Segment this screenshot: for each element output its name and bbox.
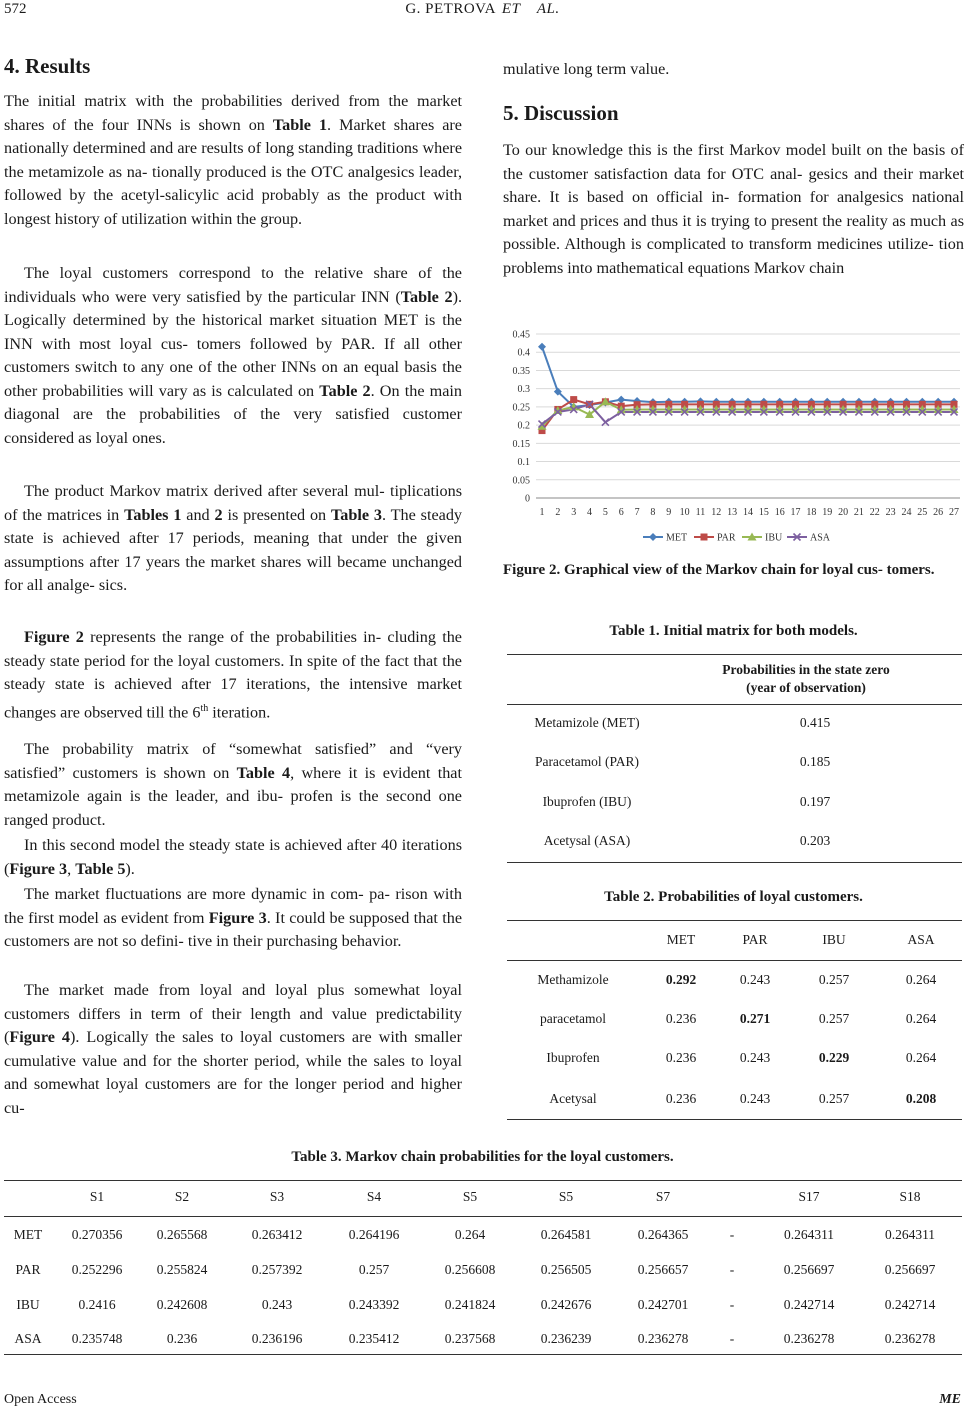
table-2-column-header: PAR — [742, 932, 768, 947]
table-3-row-label: IBU — [16, 1297, 40, 1312]
table-3-cell: 0.235412 — [348, 1331, 400, 1346]
table-2-cell: 0.264 — [905, 1050, 937, 1065]
x-tick-label: 17 — [790, 507, 801, 518]
table-3-cell: 0.255824 — [156, 1262, 208, 1277]
table-3-row-label: MET — [13, 1227, 43, 1242]
table-3-cell: 0.264311 — [783, 1227, 835, 1242]
table-3-cell: 0.242714 — [783, 1297, 835, 1312]
table-2-column-header: ASA — [907, 932, 935, 947]
table-3-cell: 0.236 — [166, 1331, 198, 1346]
table-3-cell: 0.256657 — [637, 1262, 689, 1277]
y-tick-label: 0.15 — [512, 438, 530, 450]
table-3-cell: - — [729, 1227, 735, 1242]
table-1-bottom-rule — [507, 862, 962, 863]
table-2-mid-rule — [507, 960, 962, 961]
table-2-top-rule — [507, 920, 962, 921]
x-tick-label: 6 — [618, 507, 624, 518]
table-3-row-label: ASA — [14, 1331, 42, 1346]
table-2-cell: 0.236 — [665, 1050, 697, 1065]
results-paragraph — [4, 480, 462, 598]
table-3-bottom-rule — [4, 1354, 962, 1355]
table-2-cell: 0.236 — [665, 1011, 697, 1026]
table-2-caption: Table 2. Probabilities of loyal customers. — [604, 889, 863, 905]
table-3-cell: 0.236278 — [884, 1331, 936, 1346]
table-3-column-header: S5 — [462, 1189, 478, 1204]
table-1-caption: Table 1. Initial matrix for both models. — [609, 623, 858, 639]
x-tick-label: 23 — [885, 507, 896, 518]
section-heading-discussion: 5. Discussion — [503, 101, 619, 125]
results-paragraph — [4, 834, 462, 881]
figure-2-chart — [503, 322, 964, 550]
y-tick-label: 0.3 — [517, 384, 530, 396]
table-1-header — [650, 661, 962, 697]
table-1-mid-rule — [507, 704, 962, 705]
results-paragraph — [4, 738, 462, 832]
paragraph-text-run: The market made from loyal and loyal plus somewhat loyal customers differs in term of their length and value predictability ( — [4, 981, 462, 1046]
table-2-cell: 0.243 — [739, 1050, 771, 1065]
table-2-cell: 0.208 — [905, 1091, 937, 1106]
table-3-cell: 0.265568 — [156, 1227, 208, 1242]
running-title-authors: G. PETROVA — [405, 1, 496, 17]
table-2-cell: 0.264 — [905, 1011, 937, 1026]
paragraph-text-run: The probability matrix of “somewhat satisfied” and “very satisfied” customers is shown on — [4, 740, 462, 782]
table-2-cell: 0.257 — [818, 972, 850, 987]
footer-journal: ME — [939, 1392, 961, 1407]
table-3-cell: 0.243392 — [348, 1297, 400, 1312]
cross-reference: Table 2 — [319, 381, 371, 400]
table-1-header-line1: Probabilities in the state zero — [722, 662, 890, 677]
x-tick-label: 4 — [587, 507, 593, 518]
table-3-cell: - — [729, 1331, 735, 1346]
cross-reference: Table 1 — [272, 115, 328, 134]
x-tick-label: 16 — [774, 507, 785, 518]
data-point — [649, 533, 657, 541]
table-2-row-label: Methamizole — [537, 972, 609, 987]
cross-reference: Figure 4 — [9, 1028, 70, 1046]
page-number: 572 — [4, 1, 27, 17]
table-3-cell: 0.235748 — [71, 1331, 123, 1346]
y-tick-label: 0.05 — [512, 475, 530, 487]
table-3-cell: 0.264311 — [884, 1227, 936, 1242]
paragraph-text-run: In this second model the steady state is achieved after 40 iterations ( — [4, 836, 462, 878]
x-tick-label: 13 — [727, 507, 738, 518]
table-3-column-header: S4 — [366, 1189, 382, 1204]
table-2-bottom-rule — [507, 1119, 962, 1120]
table-3-cell: 0.241824 — [444, 1297, 496, 1312]
y-tick-label: 0.4 — [517, 347, 530, 359]
results-paragraph — [4, 626, 462, 724]
table-3-cell: 0.236278 — [637, 1331, 689, 1346]
paragraph-text-run: The product Markov matrix derived after several mul- tiplications of the matrices in — [4, 482, 462, 524]
cross-reference: Table 4 — [236, 763, 291, 782]
data-point — [701, 534, 708, 541]
y-tick-label: 0 — [525, 493, 530, 505]
table-2-column-header: IBU — [822, 932, 846, 947]
paragraph-text-run: ). — [125, 859, 135, 878]
table-3-cell: 0.256697 — [884, 1262, 936, 1277]
table-3-column-header: S5 — [558, 1189, 574, 1204]
legend-label: IBU — [765, 532, 783, 544]
table-3-cell: 0.257392 — [251, 1262, 303, 1277]
x-tick-label: 3 — [571, 507, 577, 518]
continued-text: mulative long term value. — [503, 60, 670, 78]
table-1-header-line2: (year of observation) — [746, 680, 866, 695]
table-3-caption: Table 3. Markov chain probabilities for the loyal customers. — [291, 1149, 674, 1165]
table-3-top-rule — [4, 1180, 962, 1181]
paragraph-text-run: . Market shares are nationally determined and are results of long standing traditions where the metamizole as na- tionally produced is the OTC analgesics leader, followed by the acetyl-salicylic acid probably as the product with longest history of utilization within the group. — [4, 115, 462, 228]
cross-reference: Figure 2 — [24, 628, 84, 646]
table-2-cell: 0.264 — [905, 972, 937, 987]
x-tick-label: 22 — [869, 507, 880, 518]
table-2-cell: 0.236 — [665, 1091, 697, 1106]
table-3-cell: 0.256608 — [444, 1262, 496, 1277]
legend-label: ASA — [810, 532, 831, 544]
x-tick-label: 19 — [822, 507, 833, 518]
x-tick-label: 27 — [949, 507, 959, 518]
x-tick-label: 20 — [838, 507, 849, 518]
table-3-cell: 0.264581 — [540, 1227, 592, 1242]
table-1-row-value: 0.415 — [799, 715, 831, 730]
table-2-cell: 0.271 — [739, 1011, 771, 1026]
x-tick-label: 10 — [679, 507, 690, 518]
superscript: th — [200, 702, 209, 714]
table-2-row-label: Ibuprofen — [546, 1050, 600, 1065]
table-2-cell: 0.257 — [818, 1011, 850, 1026]
table-3-cell: 0.236196 — [251, 1331, 303, 1346]
results-paragraph — [4, 262, 462, 450]
cross-reference: Table 5 — [75, 859, 126, 878]
table-3-column-header: S18 — [899, 1189, 921, 1204]
paragraph-text-run: iteration. — [208, 702, 271, 721]
table-2-cell: 0.229 — [818, 1050, 850, 1065]
table-3-cell: - — [729, 1297, 735, 1312]
x-tick-label: 1 — [539, 507, 545, 518]
x-tick-label: 21 — [853, 507, 864, 518]
table-3-cell: 0.237568 — [444, 1331, 496, 1346]
results-paragraph — [4, 883, 462, 954]
x-tick-label: 2 — [555, 507, 561, 518]
table-3-cell: 0.236278 — [783, 1331, 835, 1346]
table-1-row-label: Ibuprofen (IBU) — [542, 794, 632, 809]
table-3-column-header: S2 — [174, 1189, 190, 1204]
x-tick-label: 15 — [758, 507, 769, 518]
paragraph-text-run: . The steady state is achieved after 17 periods, meaning that under the given assumptions after 17 years the market shares will became unchanged for all analge- sics. — [4, 505, 463, 594]
table-3-cell: 0.2416 — [78, 1297, 116, 1312]
paragraph-text-run: is presented on — [222, 505, 331, 524]
results-paragraph — [4, 90, 462, 231]
cross-reference: Figure 3 — [208, 908, 267, 927]
paragraph-text-run: . It could be supposed that the customers are not so defini- tive in their purchasing behavior. — [4, 908, 462, 950]
paragraph-text-run: , — [67, 859, 76, 878]
table-3-cell: 0.264365 — [637, 1227, 689, 1242]
table-3-cell: 0.264196 — [348, 1227, 400, 1242]
table-3-column-header: S1 — [89, 1189, 105, 1204]
table-2-column-header: MET — [666, 932, 696, 947]
table-3-cell: 0.242608 — [156, 1297, 208, 1312]
x-tick-label: 14 — [743, 507, 753, 518]
paragraph-text-run: , where it is evident that metamizole again is the leader, and ibu- profen is the second one ranged product. — [4, 763, 462, 829]
x-tick-label: 24 — [901, 507, 912, 518]
cross-reference: 2 — [214, 505, 223, 524]
table-2-cell: 0.243 — [739, 1091, 771, 1106]
table-3-column-header: S3 — [269, 1189, 285, 1204]
table-3-cell: 0.252296 — [71, 1262, 123, 1277]
y-tick-label: 0.35 — [512, 365, 530, 377]
x-tick-label: 25 — [917, 507, 928, 518]
table-3-cell: 0.264 — [454, 1227, 486, 1242]
table-3-cell: 0.236239 — [540, 1331, 592, 1346]
x-tick-label: 26 — [933, 507, 944, 518]
legend-label: PAR — [717, 532, 736, 544]
x-tick-label: 9 — [666, 507, 672, 518]
cross-reference: Table 2 — [400, 287, 453, 306]
table-3-cell: 0.263412 — [251, 1227, 303, 1242]
table-3-cell: - — [729, 1262, 735, 1277]
x-tick-label: 12 — [711, 507, 722, 518]
y-tick-label: 0.1 — [517, 457, 530, 469]
data-point — [617, 396, 625, 404]
table-3-row-label: PAR — [15, 1262, 41, 1277]
x-tick-label: 11 — [695, 507, 706, 518]
table-1-row-label: Paracetamol (PAR) — [534, 754, 640, 769]
discussion-paragraph: To our knowledge this is the first Markov model built on the basis of the customer satisfaction data for OTC anal- gesics and their market share. It is based on official in- formation for analgesics national market and prices and thus it is trying to present the reality as much as possible. Although is complicated to transform medicines utilize- tion problems into mathematical equations Markov chain — [503, 141, 964, 277]
cross-reference: Figure 3 — [9, 859, 68, 878]
running-title — [0, 1, 965, 18]
legend-label: MET — [666, 532, 688, 544]
table-3-cell: 0.257 — [358, 1262, 390, 1277]
paragraph-text-run: . On the main diagonal are the probabilities of the very satisfied customer considered as loyal ones. — [4, 381, 463, 447]
paragraph-text-run: represents the range of the probabilities in- cluding the steady state period for the loyal customers. In spite of the fact that the steady state is achieved after 17 iterations, the intensive market changes are observed till the 6 — [4, 628, 462, 721]
table-2-cell: 0.257 — [818, 1091, 850, 1106]
table-3-cell: 0.270356 — [71, 1227, 123, 1242]
data-point — [570, 396, 577, 403]
paragraph-text-run: ). Logically determined by the historical market situation MET is the INN with most loyal cus- tomers followed by PAR. If all other customers switch to any one of the other INNs on an equal basis the other probabilities will vary as is calculated on — [4, 287, 462, 400]
paragraph-text-run: The initial matrix with the probabilities derived from the market shares of the four INNs is shown on — [4, 92, 462, 134]
table-3-cell: 0.256505 — [540, 1262, 592, 1277]
paragraph-text-run: ). Logically the sales to loyal customers are with smaller cumulative value and for the shorter period, while the sales to loyal and somewhat loyal customers are for the longer period and higher cu- — [4, 1028, 462, 1117]
table-2-cell: 0.292 — [665, 972, 697, 987]
running-title-etal: ET AL. — [501, 1, 560, 17]
results-paragraph — [4, 979, 462, 1120]
running-header — [0, 0, 965, 22]
table-3-column-header: S7 — [655, 1189, 671, 1204]
table-1-row-value: 0.197 — [799, 794, 831, 809]
table-3-cell: 0.243 — [261, 1297, 293, 1312]
y-tick-label: 0.25 — [512, 402, 530, 414]
table-1-row-value: 0.185 — [799, 754, 831, 769]
y-tick-label: 0.2 — [517, 420, 530, 432]
table-3-cell: 0.256697 — [783, 1262, 835, 1277]
section-heading-results: 4. Results — [4, 54, 91, 78]
table-3-mid-rule — [4, 1216, 962, 1217]
table-1-row-value: 0.203 — [799, 833, 831, 848]
table-2-row-label: Acetysal — [549, 1091, 597, 1106]
paragraph-text-run: The loyal customers correspond to the relative share of the individuals who were very satisfied by the particular INN ( — [4, 264, 462, 306]
cross-reference: Table 3 — [331, 505, 383, 524]
table-3-column-header: S17 — [798, 1189, 820, 1204]
table-1-row-label: Acetysal (ASA) — [543, 833, 631, 848]
x-tick-label: 18 — [806, 507, 817, 518]
paragraph-text-run: The market fluctuations are more dynamic in com- pa- rison with the first model as evident from — [4, 885, 462, 927]
table-2-cell: 0.243 — [739, 972, 771, 987]
table-3-cell: 0.242701 — [637, 1297, 689, 1312]
x-tick-label: 5 — [602, 507, 608, 518]
figure-2-caption: Figure 2. Graphical view of the Markov chain for loyal cus- tomers. — [503, 562, 935, 578]
table-3-cell: 0.242676 — [540, 1297, 592, 1312]
data-point — [538, 343, 546, 351]
paragraph-text-run: and — [181, 505, 215, 524]
cross-reference: Tables 1 — [124, 505, 182, 524]
x-tick-label: 8 — [650, 507, 656, 518]
table-2-row-label: paracetamol — [540, 1011, 606, 1026]
table-1-row-label: Metamizole (MET) — [534, 715, 640, 730]
footer-open-access: Open Access — [4, 1392, 77, 1407]
x-tick-label: 7 — [634, 507, 640, 518]
y-tick-label: 0.45 — [512, 329, 530, 341]
table-3-cell: 0.242714 — [884, 1297, 936, 1312]
table-1-top-rule — [507, 654, 962, 655]
